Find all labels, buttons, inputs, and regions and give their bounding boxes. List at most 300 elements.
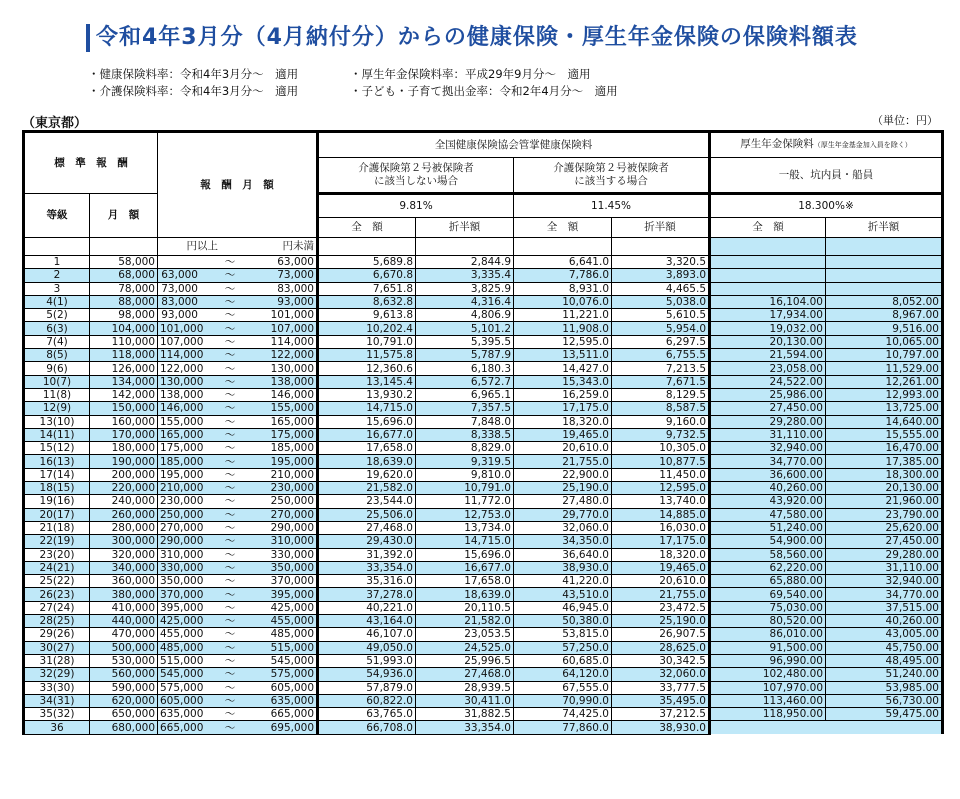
page-title: 令和4年3月分（4月納付分）からの健康保険・厚生年金保険の保険料額表: [86, 24, 858, 52]
table-row: [24, 548, 943, 561]
health-half-cell: 25,996.5: [416, 654, 514, 667]
range-to: 63,000: [277, 256, 314, 269]
health-half-cell: 7,357.5: [416, 402, 514, 415]
table-row: [24, 256, 943, 269]
range-tilde: ～: [224, 309, 236, 322]
nursing-half-cell: 5,038.0: [612, 295, 710, 308]
table-row: [24, 641, 943, 654]
pension-half-cell: 51,240.00: [826, 668, 943, 681]
range-from: 155,000: [160, 415, 204, 428]
grade-cell: 15(12): [24, 442, 90, 455]
health-half-cell: 16,677.0: [416, 561, 514, 574]
range-to: 250,000: [270, 495, 314, 508]
nursing-full-cell: 29,770.0: [514, 508, 612, 521]
range-cell: [158, 388, 318, 401]
grade-cell: 24(21): [24, 561, 90, 574]
health-half-cell: 11,772.0: [416, 495, 514, 508]
header-to: 円未満: [282, 240, 314, 252]
monthly-cell: 680,000: [90, 721, 158, 734]
range-from: 350,000: [160, 575, 204, 588]
nursing-full-cell: 27,480.0: [514, 495, 612, 508]
rate-yes: 11.45%: [514, 194, 710, 218]
range-from: 605,000: [160, 694, 204, 707]
nursing-half-cell: 4,465.5: [612, 282, 710, 295]
range-tilde: ～: [224, 681, 236, 694]
range-to: 270,000: [270, 508, 314, 521]
nursing-full-cell: 46,945.0: [514, 601, 612, 614]
nursing-full-cell: 8,931.0: [514, 282, 612, 295]
range-cell: [158, 415, 318, 428]
range-tilde: ～: [224, 522, 236, 535]
header-standard-remuneration: 標 準 報 酬: [24, 132, 158, 194]
nursing-full-cell: 11,221.0: [514, 309, 612, 322]
monthly-cell: 260,000: [90, 508, 158, 521]
nursing-full-cell: 43,510.0: [514, 588, 612, 601]
table-row: [24, 388, 943, 401]
health-full-cell: 15,696.0: [318, 415, 416, 428]
range-cell: [158, 335, 318, 348]
subheader-blank-7: [710, 238, 826, 256]
health-full-cell: 66,708.0: [318, 721, 416, 734]
health-half-cell: 5,787.9: [416, 349, 514, 362]
health-full-cell: 40,221.0: [318, 601, 416, 614]
grade-cell: 25(22): [24, 575, 90, 588]
pension-half-cell: 27,450.00: [826, 535, 943, 548]
nursing-full-cell: 57,250.0: [514, 641, 612, 654]
range-cell: [158, 322, 318, 335]
monthly-cell: 180,000: [90, 442, 158, 455]
health-half-cell: 15,696.0: [416, 548, 514, 561]
header-full-3: 全 額: [710, 218, 826, 238]
pension-half-cell: 17,385.00: [826, 455, 943, 468]
range-cell: [158, 375, 318, 388]
nursing-half-cell: 9,732.5: [612, 428, 710, 441]
nursing-half-cell: 26,907.5: [612, 628, 710, 641]
nursing-full-cell: 53,815.0: [514, 628, 612, 641]
monthly-cell: 590,000: [90, 681, 158, 694]
header-from: 円以上: [186, 240, 218, 252]
range-tilde: ～: [224, 575, 236, 588]
range-to: 665,000: [270, 708, 314, 721]
pension-full-cell: 86,010.00: [710, 628, 826, 641]
range-tilde: ～: [224, 269, 236, 282]
table-row: [24, 482, 943, 495]
nursing-half-cell: 30,342.5: [612, 654, 710, 667]
table-row: [24, 588, 943, 601]
health-half-cell: 27,468.0: [416, 668, 514, 681]
pension-half-cell: 11,529.00: [826, 362, 943, 375]
pension-half-cell: [826, 721, 943, 734]
nursing-half-cell: 38,930.0: [612, 721, 710, 734]
range-cell: [158, 654, 318, 667]
nursing-full-cell: 50,380.0: [514, 615, 612, 628]
pension-full-cell: 36,600.00: [710, 468, 826, 481]
range-tilde: ～: [224, 389, 236, 402]
monthly-cell: 150,000: [90, 402, 158, 415]
health-half-cell: 9,810.0: [416, 468, 514, 481]
range-to: 605,000: [270, 681, 314, 694]
pension-full-cell: 16,104.00: [710, 295, 826, 308]
nursing-full-cell: 22,900.0: [514, 468, 612, 481]
nursing-full-cell: 18,320.0: [514, 415, 612, 428]
range-to: 93,000: [277, 296, 314, 309]
health-full-cell: 31,392.0: [318, 548, 416, 561]
range-cell: [158, 521, 318, 534]
table-row: [24, 561, 943, 574]
range-tilde: ～: [224, 694, 236, 707]
grade-cell: 5(2): [24, 309, 90, 322]
monthly-cell: 104,000: [90, 322, 158, 335]
range-to: 210,000: [270, 468, 314, 481]
nursing-full-cell: 19,465.0: [514, 428, 612, 441]
range-to: 230,000: [270, 482, 314, 495]
pension-full-cell: 113,460.00: [710, 694, 826, 707]
range-from: 455,000: [160, 628, 204, 641]
monthly-cell: 360,000: [90, 575, 158, 588]
range-cell: [158, 495, 318, 508]
nursing-half-cell: 7,671.5: [612, 375, 710, 388]
pension-half-cell: 37,515.00: [826, 601, 943, 614]
monthly-cell: 190,000: [90, 455, 158, 468]
table-row: [24, 455, 943, 468]
pension-half-cell: 16,470.00: [826, 442, 943, 455]
range-from: 107,000: [160, 335, 204, 348]
monthly-cell: 88,000: [90, 295, 158, 308]
nursing-half-cell: 9,160.0: [612, 415, 710, 428]
monthly-cell: 620,000: [90, 694, 158, 707]
table-row: [24, 402, 943, 415]
pension-full-cell: [710, 269, 826, 282]
health-full-cell: 49,050.0: [318, 641, 416, 654]
pension-half-cell: 48,495.00: [826, 654, 943, 667]
nursing-full-cell: 41,220.0: [514, 575, 612, 588]
health-full-cell: 18,639.0: [318, 455, 416, 468]
pension-half-cell: 34,770.00: [826, 588, 943, 601]
pension-half-cell: 10,065.00: [826, 335, 943, 348]
range-tilde: ～: [224, 296, 236, 309]
pension-full-cell: 54,900.00: [710, 535, 826, 548]
range-tilde: ～: [224, 668, 236, 681]
header-health-insurance: 全国健康保険協会管掌健康保険料: [318, 132, 710, 158]
pension-half-cell: 53,985.00: [826, 681, 943, 694]
grade-cell: 33(30): [24, 681, 90, 694]
nursing-full-cell: 64,120.0: [514, 668, 612, 681]
range-to: 101,000: [270, 309, 314, 322]
nursing-full-cell: 36,640.0: [514, 548, 612, 561]
nursing-full-cell: 17,175.0: [514, 402, 612, 415]
table-row: [24, 269, 943, 282]
grade-cell: 27(24): [24, 601, 90, 614]
table-row: [24, 615, 943, 628]
pension-full-cell: 51,240.00: [710, 521, 826, 534]
range-from: 130,000: [160, 375, 204, 388]
range-to: 485,000: [270, 628, 314, 641]
health-half-cell: 6,572.7: [416, 375, 514, 388]
pension-half-cell: 8,967.00: [826, 309, 943, 322]
table-row: [24, 681, 943, 694]
range-from: 185,000: [160, 455, 204, 468]
range-tilde: ～: [224, 641, 236, 654]
table-row: [24, 282, 943, 295]
range-cell: [158, 535, 318, 548]
range-from: 665,000: [160, 721, 204, 734]
range-from: 270,000: [160, 522, 204, 535]
monthly-cell: 200,000: [90, 468, 158, 481]
health-full-cell: 57,879.0: [318, 681, 416, 694]
pension-full-cell: 20,130.00: [710, 335, 826, 348]
pension-half-cell: 31,110.00: [826, 561, 943, 574]
table-row: [24, 295, 943, 308]
grade-cell: 18(15): [24, 482, 90, 495]
range-to: 175,000: [270, 429, 314, 441]
pension-half-cell: 14,640.00: [826, 415, 943, 428]
grade-cell: 4(1): [24, 295, 90, 308]
range-from: 122,000: [160, 362, 204, 375]
pension-half-cell: 10,797.00: [826, 349, 943, 362]
range-from: 114,000: [160, 349, 204, 362]
range-to: 155,000: [270, 402, 314, 415]
monthly-cell: 650,000: [90, 708, 158, 721]
health-full-cell: 23,544.0: [318, 495, 416, 508]
pension-full-cell: 96,990.00: [710, 654, 826, 667]
range-cell: [158, 482, 318, 495]
health-half-cell: 6,180.3: [416, 362, 514, 375]
range-tilde: ～: [224, 429, 236, 441]
health-full-cell: 33,354.0: [318, 561, 416, 574]
monthly-cell: 500,000: [90, 641, 158, 654]
region-label: （東京都）: [22, 116, 88, 131]
premium-table: [22, 130, 944, 735]
range-from: 515,000: [160, 655, 204, 668]
health-half-cell: 10,791.0: [416, 482, 514, 495]
range-from: 175,000: [160, 442, 204, 455]
monthly-cell: 560,000: [90, 668, 158, 681]
range-tilde: ～: [224, 362, 236, 375]
health-full-cell: 46,107.0: [318, 628, 416, 641]
table-row: [24, 668, 943, 681]
health-half-cell: 14,715.0: [416, 535, 514, 548]
nursing-half-cell: 17,175.0: [612, 535, 710, 548]
monthly-cell: 440,000: [90, 615, 158, 628]
nursing-half-cell: 8,587.5: [612, 402, 710, 415]
range-to: 122,000: [270, 349, 314, 362]
pension-half-cell: [826, 269, 943, 282]
health-half-cell: 24,525.0: [416, 641, 514, 654]
monthly-cell: 470,000: [90, 628, 158, 641]
table-row: [24, 349, 943, 362]
nursing-half-cell: 13,740.0: [612, 495, 710, 508]
range-to: 114,000: [270, 335, 314, 348]
table-row: [24, 628, 943, 641]
range-tilde: ～: [224, 508, 236, 521]
pension-full-cell: 91,500.00: [710, 641, 826, 654]
monthly-cell: 68,000: [90, 269, 158, 282]
health-half-cell: 6,965.1: [416, 388, 514, 401]
pension-full-cell: 27,450.00: [710, 402, 826, 415]
range-cell: [158, 442, 318, 455]
table-row: [24, 415, 943, 428]
range-to: 330,000: [270, 548, 314, 561]
health-half-cell: 3,335.4: [416, 269, 514, 282]
monthly-cell: 410,000: [90, 601, 158, 614]
range-to: 83,000: [277, 282, 314, 295]
monthly-cell: 110,000: [90, 335, 158, 348]
pension-full-cell: 75,030.00: [710, 601, 826, 614]
header-half-3: 折半額: [826, 218, 943, 238]
nursing-full-cell: 16,259.0: [514, 388, 612, 401]
header-remuneration-monthly: 報 酬 月 額: [158, 132, 318, 238]
monthly-cell: 78,000: [90, 282, 158, 295]
health-full-cell: 17,658.0: [318, 442, 416, 455]
table-row: [24, 521, 943, 534]
table-row: [24, 495, 943, 508]
monthly-cell: 170,000: [90, 428, 158, 441]
pension-full-cell: [710, 721, 826, 734]
range-tilde: ～: [224, 601, 236, 614]
nursing-half-cell: 5,954.0: [612, 322, 710, 335]
nursing-full-cell: 60,685.0: [514, 654, 612, 667]
nursing-half-cell: 7,213.5: [612, 362, 710, 375]
nursing-full-cell: 32,060.0: [514, 521, 612, 534]
table-row: [24, 322, 943, 335]
subheader-blank-2: [90, 238, 158, 256]
table-row: [24, 335, 943, 348]
pension-full-cell: 29,280.00: [710, 415, 826, 428]
table-row: [24, 375, 943, 388]
health-half-cell: 17,658.0: [416, 575, 514, 588]
health-full-cell: 29,430.0: [318, 535, 416, 548]
range-tilde: ～: [224, 375, 236, 388]
grade-cell: 8(5): [24, 349, 90, 362]
range-tilde: ～: [224, 721, 236, 734]
pension-full-cell: 102,480.00: [710, 668, 826, 681]
range-from: 83,000: [161, 296, 198, 309]
pension-full-cell: [710, 256, 826, 269]
range-cell: [158, 575, 318, 588]
range-from: 73,000: [161, 282, 198, 295]
range-to: 138,000: [270, 375, 314, 388]
pension-full-cell: 118,950.00: [710, 708, 826, 721]
monthly-cell: 320,000: [90, 548, 158, 561]
range-from: 146,000: [160, 402, 204, 415]
range-from: 425,000: [160, 615, 204, 628]
pension-half-cell: 59,475.00: [826, 708, 943, 721]
range-cell: [158, 548, 318, 561]
pension-full-cell: 107,970.00: [710, 681, 826, 694]
health-half-cell: 9,319.5: [416, 455, 514, 468]
pension-half-cell: 12,261.00: [826, 375, 943, 388]
range-cell: [158, 402, 318, 415]
table-row: [24, 468, 943, 481]
range-from: 545,000: [160, 668, 204, 681]
range-to: 545,000: [270, 655, 314, 668]
health-half-cell: 8,338.5: [416, 428, 514, 441]
pension-full-cell: 62,220.00: [710, 561, 826, 574]
grade-cell: 10(7): [24, 375, 90, 388]
header-nursing-no: 介護保険第２号被保険者 に該当しない場合: [318, 158, 514, 194]
health-half-cell: 33,354.0: [416, 721, 514, 734]
range-cell: [158, 508, 318, 521]
range-to: 370,000: [270, 575, 314, 588]
nursing-half-cell: 28,625.0: [612, 641, 710, 654]
pension-half-cell: 43,005.00: [826, 628, 943, 641]
nursing-half-cell: 11,450.0: [612, 468, 710, 481]
grade-cell: 7(4): [24, 335, 90, 348]
range-tilde: ～: [224, 548, 236, 561]
grade-cell: 12(9): [24, 402, 90, 415]
health-full-cell: 43,164.0: [318, 615, 416, 628]
range-from: 210,000: [160, 482, 204, 495]
health-full-cell: 51,993.0: [318, 654, 416, 667]
range-from: 330,000: [160, 561, 204, 574]
health-full-cell: 21,582.0: [318, 482, 416, 495]
range-tilde: ～: [224, 588, 236, 601]
monthly-cell: 142,000: [90, 388, 158, 401]
range-tilde: ～: [224, 415, 236, 428]
nursing-half-cell: 20,610.0: [612, 575, 710, 588]
pension-full-cell: 47,580.00: [710, 508, 826, 521]
subheader-blank-6: [612, 238, 710, 256]
pension-full-cell: 43,920.00: [710, 495, 826, 508]
header-half-2: 折半額: [612, 218, 710, 238]
health-full-cell: 13,145.4: [318, 375, 416, 388]
subheader-tilde-blank: [225, 240, 255, 253]
range-tilde: ～: [224, 442, 236, 455]
pension-full-cell: 69,540.00: [710, 588, 826, 601]
monthly-cell: 126,000: [90, 362, 158, 375]
note-pension-rate: ・厚生年金保険料率：平成29年9月分～ 適用: [350, 67, 591, 81]
pension-half-cell: 45,750.00: [826, 641, 943, 654]
nursing-half-cell: 21,755.0: [612, 588, 710, 601]
nursing-half-cell: 6,755.5: [612, 349, 710, 362]
grade-cell: 22(19): [24, 535, 90, 548]
table-row: [24, 708, 943, 721]
range-cell: [158, 428, 318, 441]
header-monthly: 月 額: [90, 194, 158, 238]
range-from: 230,000: [160, 495, 204, 508]
monthly-cell: 134,000: [90, 375, 158, 388]
pension-full-cell: 31,110.00: [710, 428, 826, 441]
health-full-cell: 5,689.8: [318, 256, 416, 269]
range-tilde: ～: [224, 495, 236, 508]
pension-half-cell: [826, 282, 943, 295]
health-full-cell: 9,613.8: [318, 309, 416, 322]
range-from: 165,000: [160, 429, 204, 441]
nursing-full-cell: 20,610.0: [514, 442, 612, 455]
range-cell: [158, 256, 318, 269]
health-full-cell: 10,791.0: [318, 335, 416, 348]
pension-half-cell: 56,730.00: [826, 694, 943, 707]
health-half-cell: 3,825.9: [416, 282, 514, 295]
health-half-cell: 4,806.9: [416, 309, 514, 322]
pension-half-cell: 40,260.00: [826, 615, 943, 628]
health-full-cell: 60,822.0: [318, 694, 416, 707]
range-cell: [158, 362, 318, 375]
table-row: [24, 362, 943, 375]
pension-half-cell: 25,620.00: [826, 521, 943, 534]
range-to: 107,000: [270, 322, 314, 335]
grade-cell: 32(29): [24, 668, 90, 681]
pension-full-cell: 19,032.00: [710, 322, 826, 335]
grade-cell: 28(25): [24, 615, 90, 628]
grade-cell: 23(20): [24, 548, 90, 561]
health-half-cell: 23,053.5: [416, 628, 514, 641]
table-row: [24, 654, 943, 667]
monthly-cell: 58,000: [90, 256, 158, 269]
monthly-cell: 98,000: [90, 309, 158, 322]
grade-cell: 20(17): [24, 508, 90, 521]
subheader-blank-3: [318, 238, 416, 256]
